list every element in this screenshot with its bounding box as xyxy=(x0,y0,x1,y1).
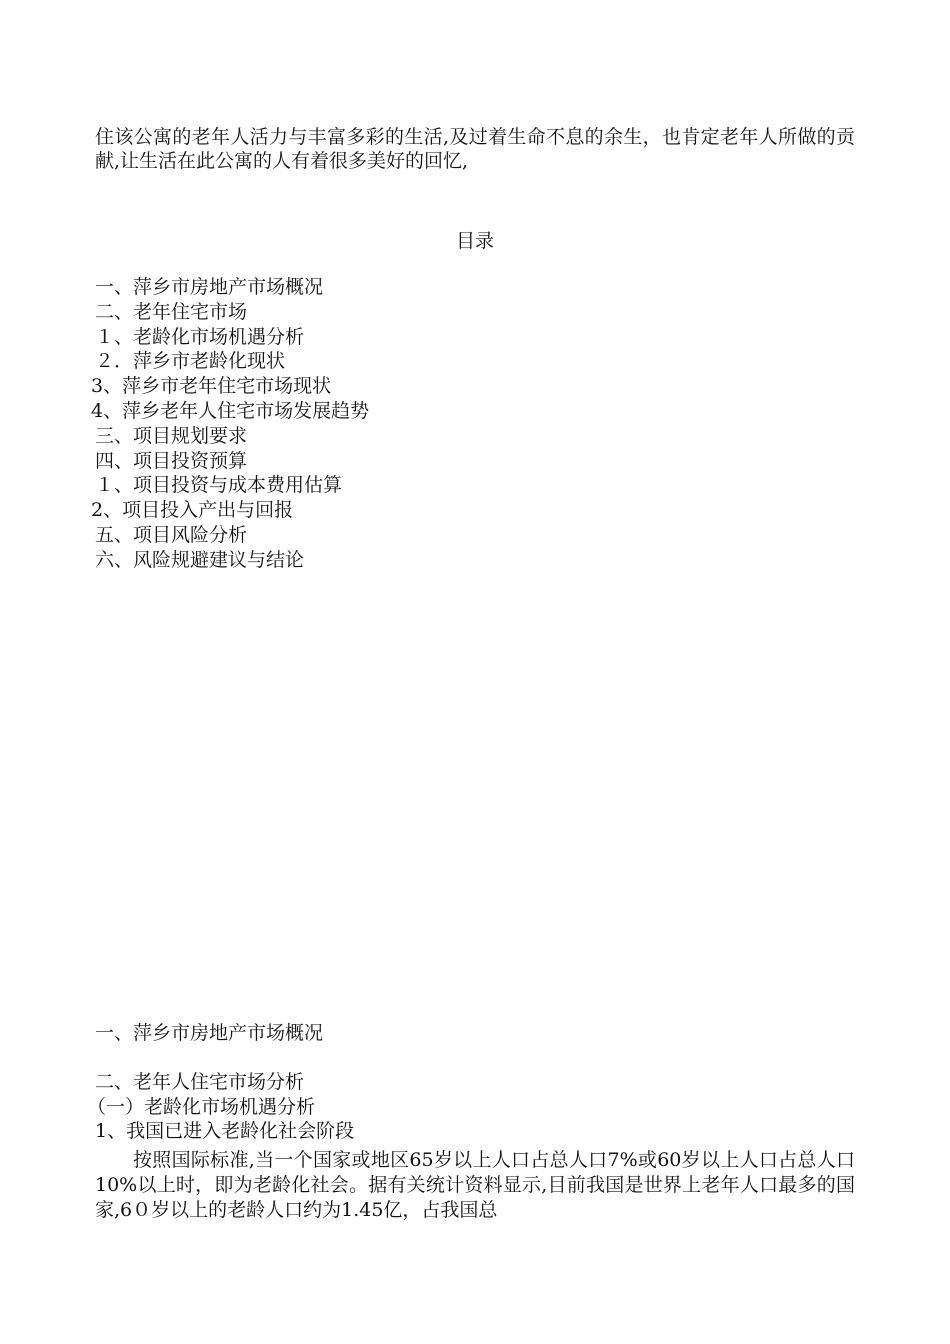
toc-item: 五、项目风险分析 xyxy=(95,523,248,546)
point-heading: 1、我国已进入老龄化社会阶段 xyxy=(95,1120,355,1142)
intro-paragraph: 住该公寓的老年人活力与丰富多彩的生活,及过着生命不息的余生，也肯定老年人所做的贡献,让生活在此公寓的人有着很多美好的回忆, xyxy=(95,126,855,172)
toc-item: ２．萍乡市老龄化现状 xyxy=(95,350,286,373)
section-1-heading: 一、萍乡市房地产市场概况 xyxy=(95,1022,324,1044)
toc-item: １、老龄化市场机遇分析 xyxy=(95,325,305,348)
toc-item: 二、老年住宅市场 xyxy=(95,300,248,323)
toc-item: 一、萍乡市房地产市场概况 xyxy=(95,276,324,298)
section-2 xyxy=(87,1070,855,1144)
toc-title: 目录 xyxy=(455,230,494,252)
toc-item: 4、萍乡老年人住宅市场发展趋势 xyxy=(91,399,370,422)
toc-item: 三、项目规划要求 xyxy=(95,424,248,447)
toc-item: 2、项目投入产出与回报 xyxy=(91,499,294,522)
toc-item: 四、项目投资预算 xyxy=(95,449,248,472)
subsection-heading: （一）老龄化市场机遇分析 xyxy=(87,1095,316,1118)
section-2-heading: 二、老年人住宅市场分析 xyxy=(95,1071,305,1093)
table-of-contents xyxy=(91,275,855,573)
toc-item: 3、萍乡市老年住宅市场现状 xyxy=(91,375,332,398)
body-paragraph: 按照国际标准,当一个国家或地区65岁以上人口占总人口7%或60岁以上人口占总人口10%以上时，即为老龄化社会。据有关统计资料显示,目前我国是世界上老年人口最多的国家,6０岁以上的老龄人口约为1.45亿，占我国总 xyxy=(95,1149,855,1221)
toc-item: 六、风险规避建议与结论 xyxy=(95,548,305,571)
toc-item: １、项目投资与成本费用估算 xyxy=(95,474,343,497)
